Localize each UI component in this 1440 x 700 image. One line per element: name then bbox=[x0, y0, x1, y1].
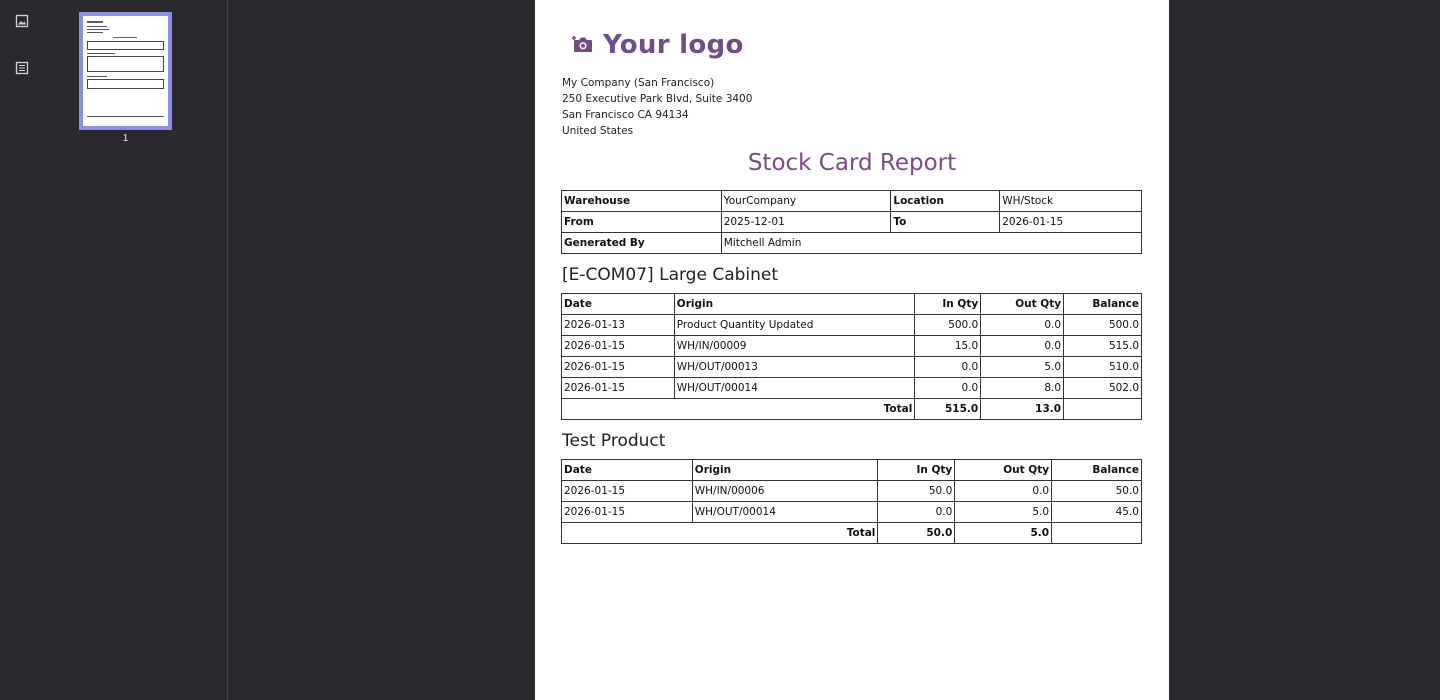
column-header-date: Date bbox=[562, 460, 693, 481]
generated-by-value: Mitchell Admin bbox=[721, 233, 1141, 254]
total-out-qty: 5.0 bbox=[955, 523, 1052, 544]
column-header-origin: Origin bbox=[692, 460, 878, 481]
total-label: Total bbox=[562, 399, 915, 420]
cell-in-qty: 0.0 bbox=[915, 357, 981, 378]
list-icon bbox=[15, 61, 29, 75]
cell-out-qty: 8.0 bbox=[981, 378, 1064, 399]
total-balance-empty bbox=[1052, 523, 1142, 544]
cell-balance: 500.0 bbox=[1064, 315, 1142, 336]
cell-date: 2026-01-15 bbox=[562, 336, 675, 357]
product-heading: [E-COM07] Large Cabinet bbox=[562, 265, 779, 285]
cell-in-qty: 0.0 bbox=[878, 502, 955, 523]
address-line: San Francisco CA 94134 bbox=[562, 109, 689, 121]
column-header-date: Date bbox=[562, 294, 675, 315]
total-label: Total bbox=[562, 523, 878, 544]
cell-origin: WH/IN/00009 bbox=[674, 336, 915, 357]
warehouse-value: YourCompany bbox=[721, 191, 891, 212]
from-label: From bbox=[562, 212, 722, 233]
cell-origin: WH/OUT/00013 bbox=[674, 357, 915, 378]
total-in-qty: 50.0 bbox=[878, 523, 955, 544]
table-row bbox=[562, 378, 1142, 399]
to-value: 2026-01-15 bbox=[1000, 212, 1142, 233]
company-address bbox=[562, 75, 752, 139]
outline-view-button[interactable] bbox=[12, 58, 32, 78]
table-row bbox=[562, 357, 1142, 378]
column-header-in-qty: In Qty bbox=[878, 460, 955, 481]
cell-date: 2026-01-13 bbox=[562, 315, 675, 336]
cell-in-qty: 500.0 bbox=[915, 315, 981, 336]
document-viewer[interactable] bbox=[229, 0, 1440, 700]
table-row bbox=[562, 502, 1142, 523]
cell-date: 2026-01-15 bbox=[562, 481, 693, 502]
report-title: Stock Card Report bbox=[747, 150, 957, 176]
address-line: United States bbox=[562, 125, 634, 137]
column-header-origin: Origin bbox=[674, 294, 915, 315]
cell-balance: 502.0 bbox=[1064, 378, 1142, 399]
cell-out-qty: 5.0 bbox=[955, 502, 1052, 523]
cell-origin: WH/OUT/00014 bbox=[674, 378, 915, 399]
address-line: My Company (San Francisco) bbox=[562, 77, 715, 89]
total-out-qty: 13.0 bbox=[981, 399, 1064, 420]
location-label: Location bbox=[891, 191, 1000, 212]
cell-date: 2026-01-15 bbox=[562, 357, 675, 378]
sidebar-toolbar bbox=[0, 0, 44, 700]
cell-balance: 515.0 bbox=[1064, 336, 1142, 357]
cell-in-qty: 15.0 bbox=[915, 336, 981, 357]
cell-in-qty: 50.0 bbox=[878, 481, 955, 502]
generated-by-label: Generated By bbox=[562, 233, 722, 254]
thumbnails-view-button[interactable] bbox=[12, 11, 32, 31]
pdf-page bbox=[535, 0, 1169, 700]
cell-out-qty: 0.0 bbox=[955, 481, 1052, 502]
column-header-balance: Balance bbox=[1064, 294, 1142, 315]
cell-origin: WH/OUT/00014 bbox=[692, 502, 878, 523]
total-row bbox=[562, 523, 1142, 544]
total-balance-empty bbox=[1064, 399, 1142, 420]
table-row bbox=[562, 336, 1142, 357]
camera-icon bbox=[571, 33, 595, 57]
cell-date: 2026-01-15 bbox=[562, 502, 693, 523]
page-thumbnail[interactable] bbox=[79, 12, 172, 130]
cell-out-qty: 0.0 bbox=[981, 336, 1064, 357]
thumbnail-sidebar bbox=[44, 0, 228, 700]
thumbnail-page-number: 1 bbox=[122, 133, 129, 144]
location-value: WH/Stock bbox=[1000, 191, 1142, 212]
table-row bbox=[562, 481, 1142, 502]
image-icon bbox=[15, 14, 29, 28]
column-header-in-qty: In Qty bbox=[915, 294, 981, 315]
address-line: 250 Executive Park Blvd, Suite 3400 bbox=[562, 93, 753, 105]
logo-text: Your logo bbox=[603, 30, 744, 60]
stock-moves-table bbox=[561, 293, 1142, 420]
thumbnail-preview bbox=[83, 16, 168, 126]
column-header-out-qty: Out Qty bbox=[955, 460, 1052, 481]
cell-origin: Product Quantity Updated bbox=[674, 315, 915, 336]
cell-in-qty: 0.0 bbox=[915, 378, 981, 399]
cell-balance: 45.0 bbox=[1052, 502, 1142, 523]
column-header-out-qty: Out Qty bbox=[981, 294, 1064, 315]
total-in-qty: 515.0 bbox=[915, 399, 981, 420]
table-header-row bbox=[562, 294, 1142, 315]
product-heading: Test Product bbox=[562, 431, 666, 451]
company-logo bbox=[571, 30, 744, 60]
cell-out-qty: 0.0 bbox=[981, 315, 1064, 336]
cell-balance: 50.0 bbox=[1052, 481, 1142, 502]
cell-date: 2026-01-15 bbox=[562, 378, 675, 399]
table-row bbox=[562, 315, 1142, 336]
stock-moves-table bbox=[561, 459, 1142, 544]
table-header-row bbox=[562, 460, 1142, 481]
column-header-balance: Balance bbox=[1052, 460, 1142, 481]
cell-origin: WH/IN/00006 bbox=[692, 481, 878, 502]
report-info-table bbox=[561, 190, 1142, 254]
total-row bbox=[562, 399, 1142, 420]
from-value: 2025-12-01 bbox=[721, 212, 891, 233]
cell-out-qty: 5.0 bbox=[981, 357, 1064, 378]
warehouse-label: Warehouse bbox=[562, 191, 722, 212]
to-label: To bbox=[891, 212, 1000, 233]
cell-balance: 510.0 bbox=[1064, 357, 1142, 378]
